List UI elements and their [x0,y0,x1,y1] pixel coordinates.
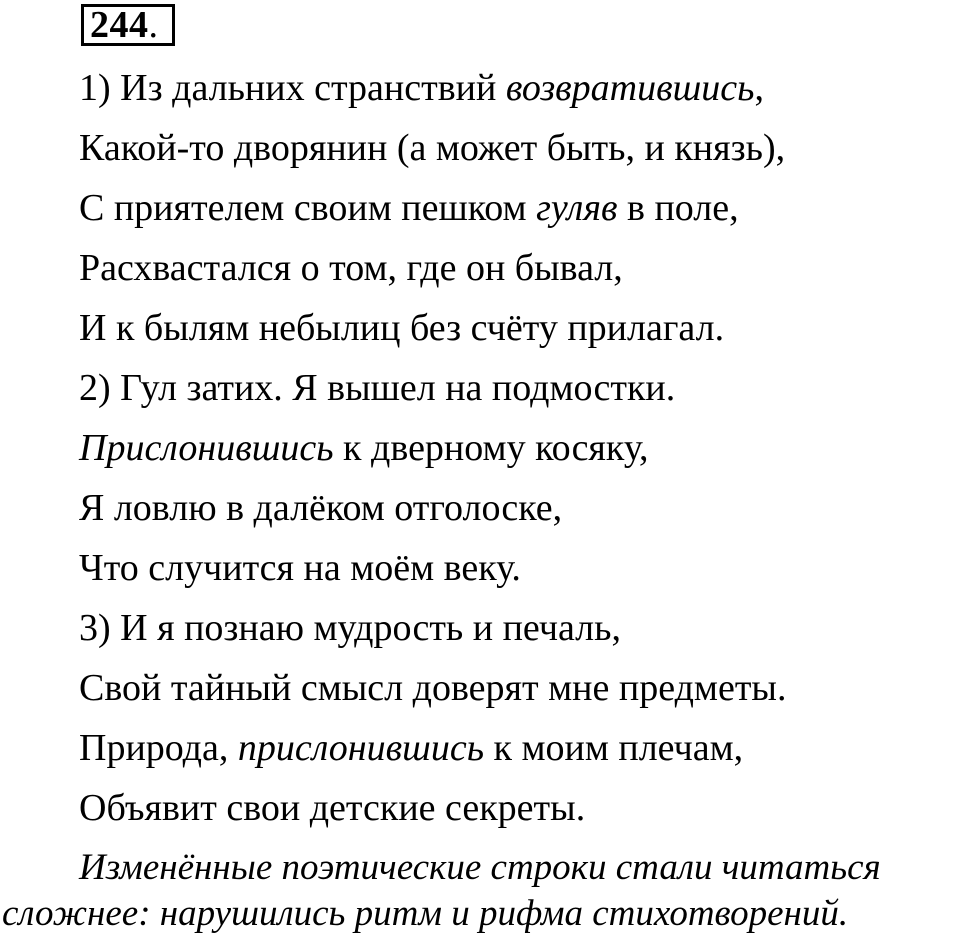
exercise-number-dot: . [148,4,159,46]
poem-line-8: Я ловлю в далёком отголоске, [79,487,563,529]
conclusion-line-1: Изменённые поэтические строки стали читаться [79,847,881,888]
poem-line-5: И к былям небылиц без счёту прилагал. [79,307,725,349]
conclusion-line-2: сложнее: нарушились ритм и рифма стихотворений. [2,893,849,934]
poem-line-10: 3) И я познаю мудрость и печаль, [79,607,621,649]
poem-line-1-text: 1) Из дальних странствий [79,67,506,109]
poem-line-7 [79,426,649,470]
poem-line-9: Что случится на моём веку. [79,547,521,589]
poem-line-12-text: Природа, [79,727,238,769]
poem-line-3-italic: гуляв [536,187,618,229]
poem-line-3-end: в поле, [617,187,739,229]
poem-line-4: Расхвастался о том, где он бывал, [79,247,623,289]
poem-line-12-end: к моим плечам, [483,727,744,769]
poem-line-1 [79,66,764,110]
poem-line-12-italic: прислонившись [237,727,484,769]
exercise-number-value: 244 [90,4,149,46]
poem-line-12 [79,726,743,770]
poem-line-7-text: к дверному косяку, [333,427,649,469]
poem-line-1-italic: возвратившись [505,67,755,109]
poem-line-2: Какой-то дворянин (а может быть, и князь), [79,127,786,169]
poem-line-13: Объявит свои детские секреты. [79,787,586,829]
poem-line-3-text: С приятелем своим пешком [79,187,537,229]
poem-line-6: 2) Гул затих. Я вышел на подмостки. [79,367,676,409]
poem-line-11: Свой тайный смысл доверят мне предметы. [79,667,787,709]
poem-line-3 [79,186,739,230]
poem-line-7-italic: Прислонившись [79,427,334,469]
poem-line-1-end: , [754,67,764,109]
exercise-number [90,3,159,47]
